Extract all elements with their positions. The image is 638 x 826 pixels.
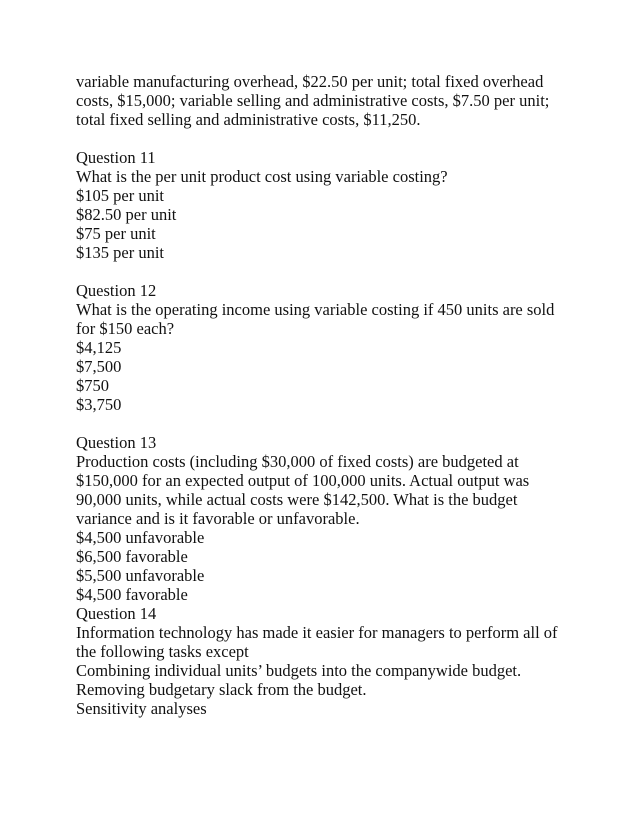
spacer: [76, 262, 576, 281]
answer-option: $7,500: [76, 357, 122, 376]
question-prompt: 90,000 units, while actual costs were $142,500. What is the budget: [76, 490, 518, 509]
question-heading: Question 12: [76, 281, 157, 300]
answer-option: $75 per unit: [76, 224, 156, 243]
intro-line: costs, $15,000; variable selling and administrative costs, $7.50 per unit;: [76, 91, 550, 110]
answer-option: $6,500 favorable: [76, 547, 188, 566]
question-14: [76, 604, 576, 718]
question-prompt: Production costs (including $30,000 of fixed costs) are budgeted at: [76, 452, 519, 471]
question-prompt: variance and is it favorable or unfavorable.: [76, 509, 360, 528]
answer-option: $4,500 favorable: [76, 585, 188, 604]
answer-option: $4,125: [76, 338, 122, 357]
question-11: [76, 148, 576, 262]
question-13: [76, 433, 576, 604]
question-prompt: $150,000 for an expected output of 100,000 units. Actual output was: [76, 471, 530, 490]
answer-option: $82.50 per unit: [76, 205, 177, 224]
answer-option: $105 per unit: [76, 186, 164, 205]
question-prompt: What is the per unit product cost using variable costing?: [76, 167, 448, 186]
answer-option: $4,500 unfavorable: [76, 528, 205, 547]
question-prompt: for $150 each?: [76, 319, 175, 338]
answer-option: Removing budgetary slack from the budget.: [76, 680, 367, 699]
answer-option: Sensitivity analyses: [76, 699, 207, 718]
answer-option: $135 per unit: [76, 243, 164, 262]
answer-option: $750: [76, 376, 109, 395]
question-prompt: the following tasks except: [76, 642, 249, 661]
question-heading: Question 11: [76, 148, 156, 167]
question-heading: Question 14: [76, 604, 157, 623]
question-prompt: What is the operating income using variable costing if 450 units are sold: [76, 300, 555, 319]
answer-option: Combining individual units’ budgets into the companywide budget.: [76, 661, 522, 680]
spacer: [76, 414, 576, 433]
intro-paragraph: [76, 72, 576, 129]
question-12: [76, 281, 576, 414]
question-heading: Question 13: [76, 433, 157, 452]
question-prompt: Information technology has made it easier for managers to perform all of: [76, 623, 558, 642]
answer-option: $3,750: [76, 395, 122, 414]
spacer: [76, 129, 576, 148]
answer-option: $5,500 unfavorable: [76, 566, 205, 585]
intro-line: variable manufacturing overhead, $22.50 per unit; total fixed overhead: [76, 72, 544, 91]
intro-line: total fixed selling and administrative costs, $11,250.: [76, 110, 421, 129]
document-text: [76, 72, 576, 718]
